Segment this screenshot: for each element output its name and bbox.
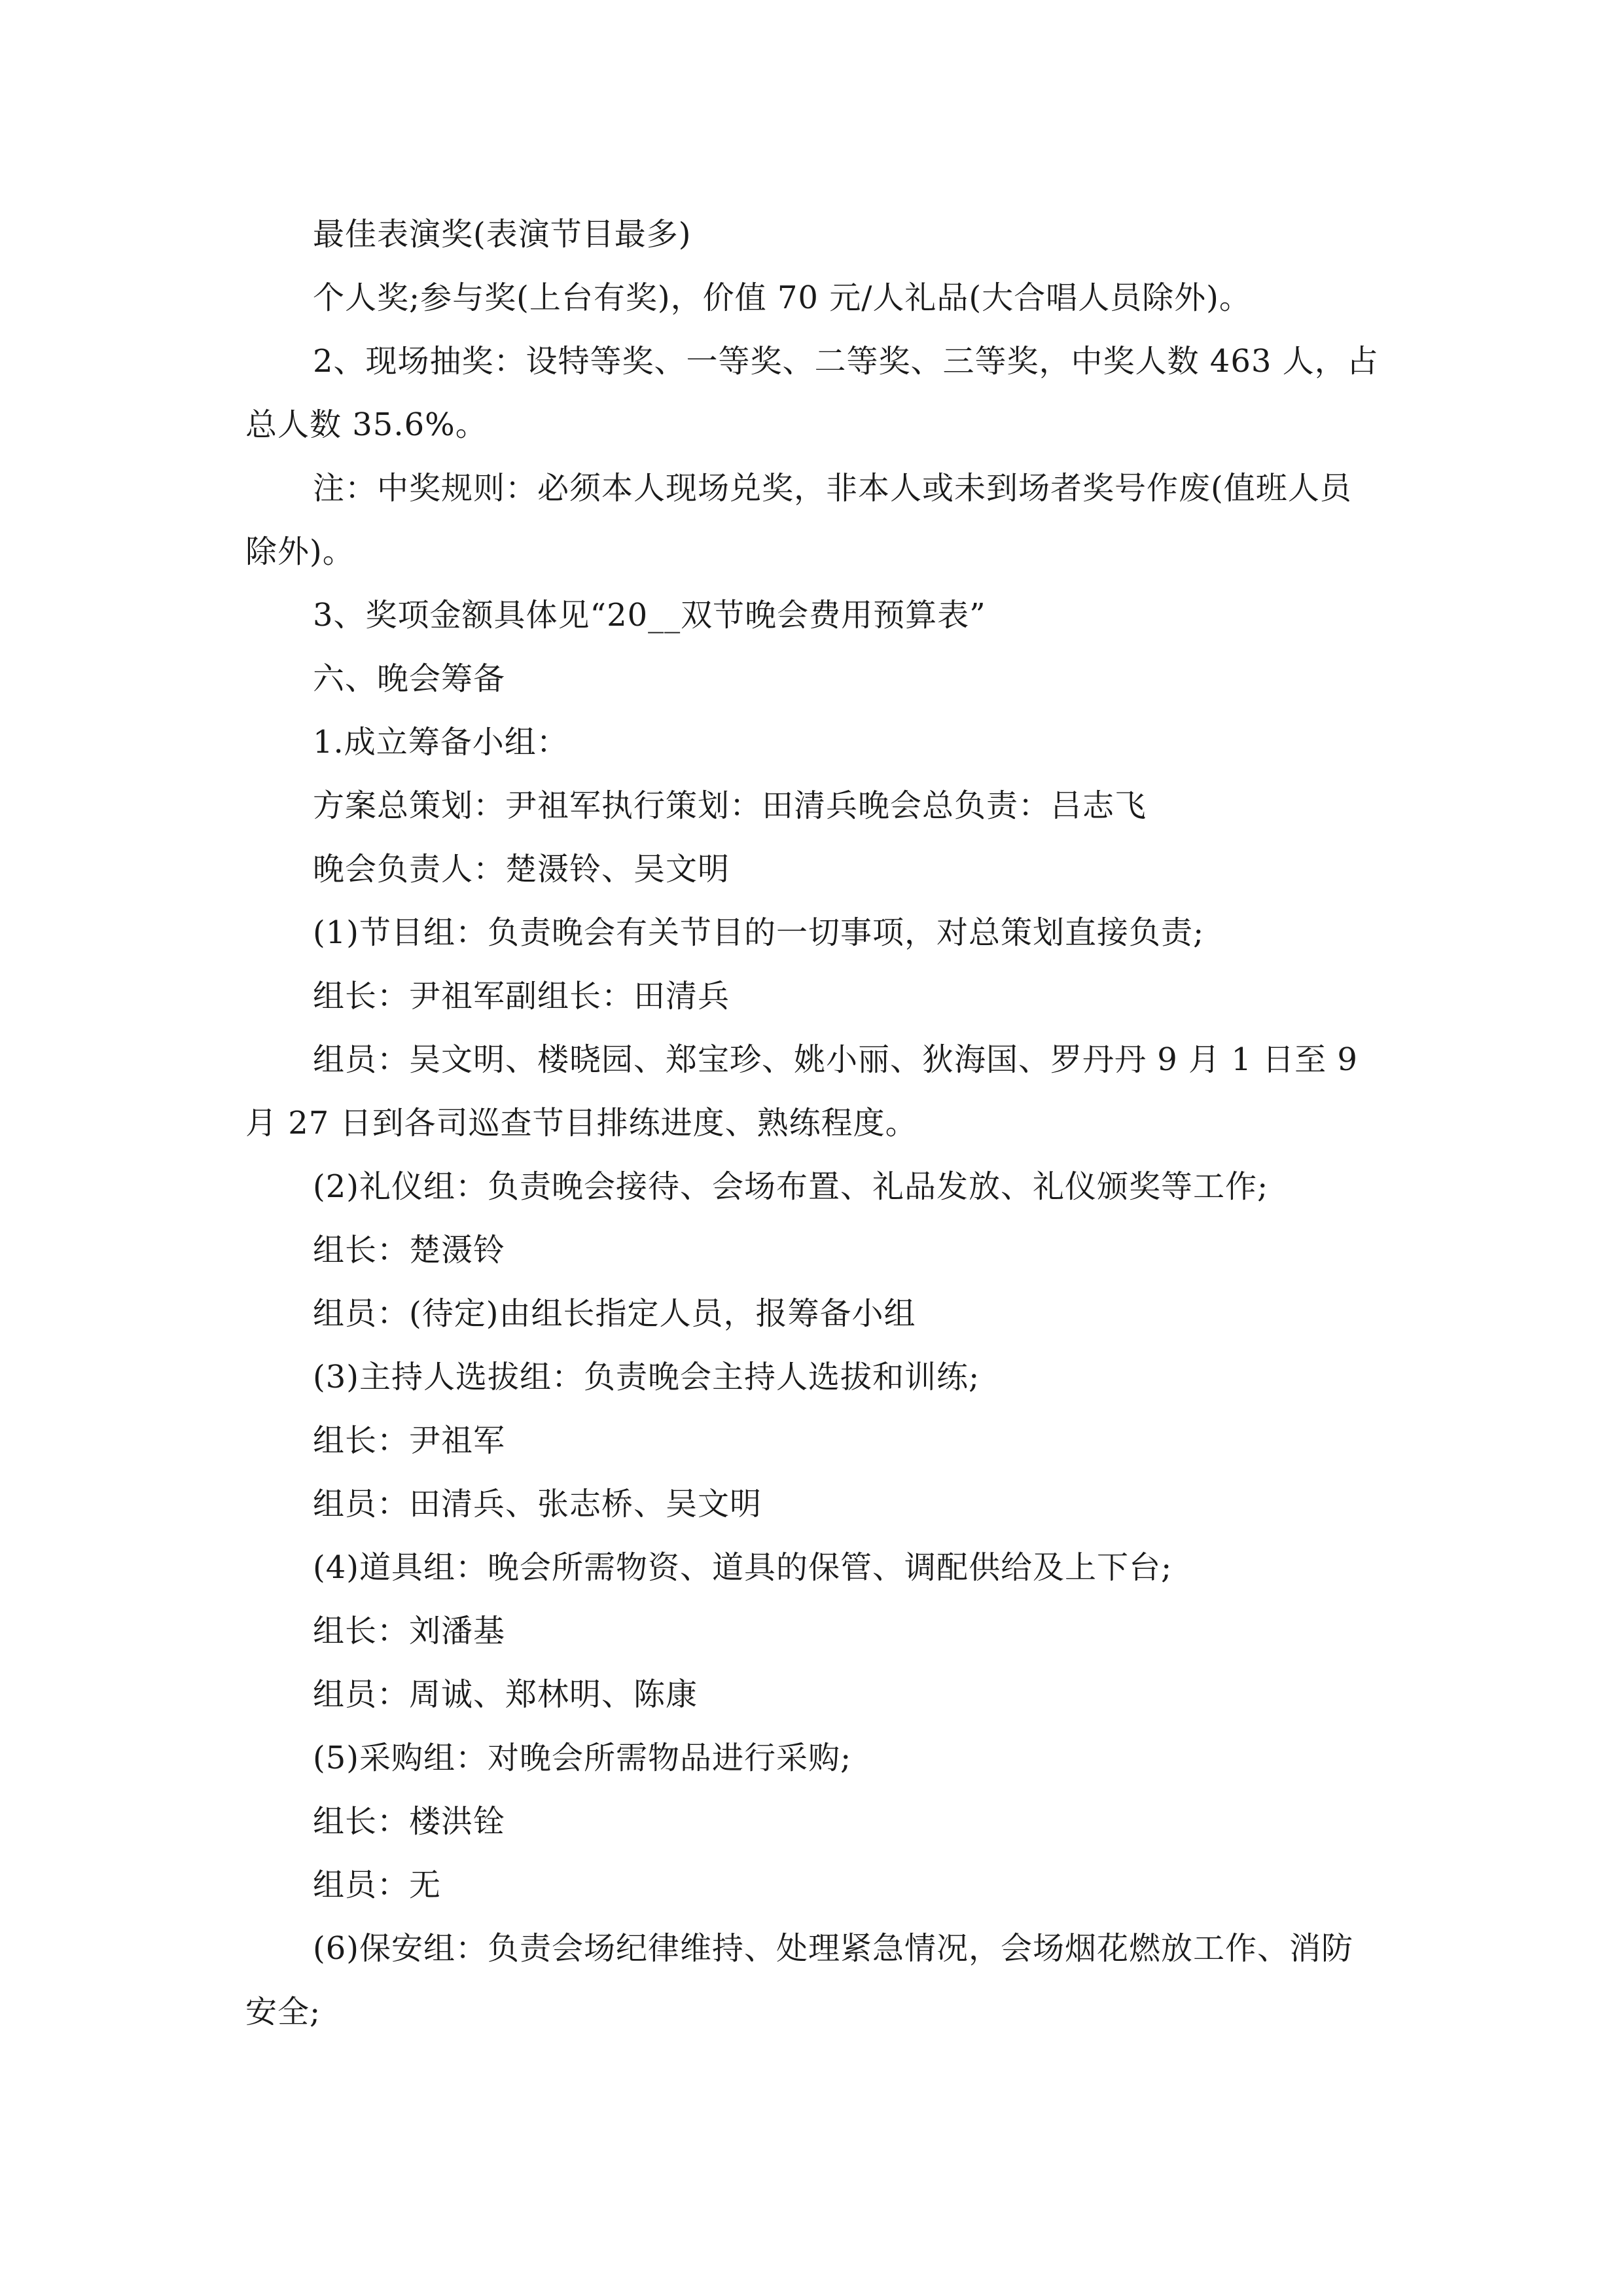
paragraph-host-selection-leader: 组长：尹祖军 <box>313 1422 506 1459</box>
paragraph-individual-award: 个人奖;参与奖(上台有奖)，价值 70 元/人礼品(大合唱人员除外)。 <box>313 279 1251 316</box>
paragraph-props-group-leader: 组长：刘潘基 <box>313 1613 506 1649</box>
paragraph-program-group-members: 组员：吴文明、楼晓园、郑宝珍、姚小丽、狄海国、罗丹丹 9 月 1 日至 9 月 27 日到各司巡查节目排练进度、熟练程度。 <box>245 1041 1358 1141</box>
section-heading-preparation: 六、晚会筹备 <box>313 660 506 697</box>
paragraph-props-group-members: 组员：周诚、郑林明、陈康 <box>313 1676 698 1713</box>
paragraph-form-committee: 1.成立筹备小组： <box>313 724 569 761</box>
paragraph-host-selection-members: 组员：田清兵、张志桥、吴文明 <box>313 1486 762 1522</box>
paragraph-purchasing-group: (5)采购组：对晚会所需物品进行采购; <box>313 1740 852 1776</box>
document-body <box>245 203 1381 2044</box>
paragraph-props-group: (4)道具组：晚会所需物资、道具的保管、调配供给及上下台; <box>313 1549 1173 1586</box>
paragraph-etiquette-group: (2)礼仪组：负责晚会接待、会场布置、礼品发放、礼仪颁奖等工作; <box>313 1168 1269 1205</box>
paragraph-purchasing-group-leader: 组长：楼洪铨 <box>313 1803 506 1840</box>
paragraph-etiquette-group-leader: 组长：楚滠铃 <box>313 1232 506 1268</box>
paragraph-prize-rules-note: 注：中奖规则：必须本人现场兑奖，非本人或未到场者奖号作废(值班人员除外)。 <box>245 470 1352 570</box>
paragraph-purchasing-group-members: 组员：无 <box>313 1867 442 1903</box>
paragraph-etiquette-group-members: 组员：(待定)由组长指定人员，报筹备小组 <box>313 1295 916 1332</box>
paragraph-security-group: (6)保安组：负责会场纪律维持、处理紧急情况，会场烟花燃放工作、消防安全; <box>245 1930 1353 2030</box>
paragraph-prize-amount: 3、奖项金额具体见“20__双节晚会费用预算表” <box>313 597 986 634</box>
paragraph-onsite-lottery: 2、现场抽奖：设特等奖、一等奖、二等奖、三等奖，中奖人数 463 人，占总人数 35.6%。 <box>245 343 1379 443</box>
paragraph-gala-leads: 晚会负责人：楚滠铃、吴文明 <box>313 851 730 888</box>
paragraph-host-selection-group: (3)主持人选拔组：负责晚会主持人选拔和训练; <box>313 1359 980 1395</box>
paragraph-program-group: (1)节目组：负责晚会有关节目的一切事项，对总策划直接负责; <box>313 914 1205 951</box>
paragraph-program-group-leader: 组长：尹祖军副组长：田清兵 <box>313 978 730 1014</box>
paragraph-planners: 方案总策划：尹祖军执行策划：田清兵晚会总负责：吕志飞 <box>313 787 1147 824</box>
paragraph-best-performance-award: 最佳表演奖(表演节目最多) <box>313 216 692 253</box>
